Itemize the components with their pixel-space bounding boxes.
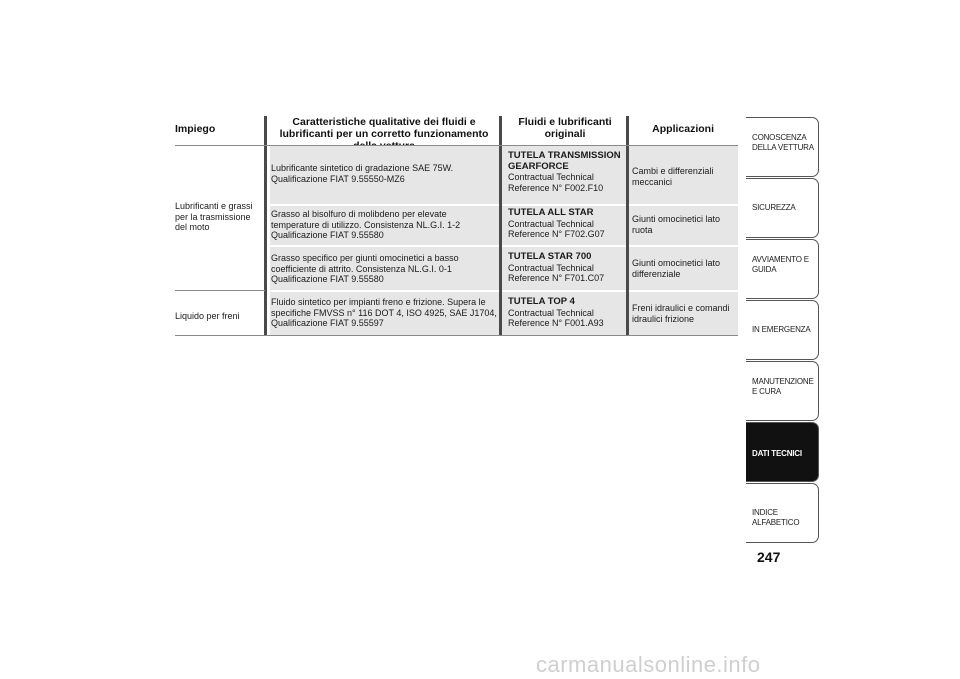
page-number: 247 bbox=[757, 549, 781, 565]
row3-application: Giunti omocinetici lato differenziale bbox=[632, 258, 721, 279]
row1-product-name: TUTELA TRANSMISSION GEARFORCE bbox=[508, 150, 621, 172]
row3-product-name: TUTELA STAR 700 bbox=[508, 251, 592, 262]
row3-product bbox=[508, 252, 624, 284]
row2-product-ref: Contractual Technical Reference N° F702.G07 bbox=[508, 218, 605, 239]
table-bottom-rule bbox=[175, 335, 738, 336]
tab-in-emergenza[interactable]: IN EMERGENZA bbox=[746, 300, 819, 360]
row-separator bbox=[270, 290, 738, 292]
group-usage-brakes: Liquido per freni bbox=[175, 311, 240, 321]
lubricants-table bbox=[175, 116, 738, 336]
tab-sicurezza[interactable]: SICUREZZA bbox=[746, 178, 819, 238]
header-rule bbox=[175, 145, 738, 146]
row4-product-ref: Contractual Technical Reference N° F001.A93 bbox=[508, 307, 604, 328]
row1-application: Cambi e differenziali meccanici bbox=[632, 166, 714, 187]
column-divider bbox=[626, 116, 629, 335]
row4-product bbox=[508, 297, 624, 329]
header-applications: Applicazioni bbox=[652, 123, 714, 135]
row3-characteristics: Grasso specifico per giunti omocinetici a basso coefficiente di attrito. Consistenza NL.G.I. 0-1 Qualificazione FIAT 9.55580 bbox=[271, 253, 459, 284]
row4-application: Freni idraulici e comandi idraulici frizione bbox=[632, 303, 730, 324]
row4-characteristics: Fluido sintetico per impianti freno e frizione. Supera le specifiche FMVSS n° 116 DOT 4, ISO 4925, SAE J1704, Qualificazione FIAT 9.55597 bbox=[271, 297, 497, 328]
tab-indice-alfabetico[interactable]: INDICE ALFABETICO bbox=[746, 483, 819, 543]
row-separator bbox=[270, 204, 738, 206]
group-usage-transmission: Lubrificanti e grassi per la trasmissione del moto bbox=[175, 201, 253, 232]
header-usage: Impiego bbox=[175, 123, 216, 135]
row2-product bbox=[508, 208, 624, 240]
row2-characteristics: Grasso al bisolfuro di molibdeno per elevate temperature di utilizzo. Consistenza NL.G.I. 1-2 Qualificazione FIAT 9.55580 bbox=[271, 209, 461, 240]
row2-product-name: TUTELA ALL STAR bbox=[508, 207, 594, 218]
site-watermark: carmanualsonline.info bbox=[536, 652, 761, 677]
row1-characteristics: Lubrificante sintetico di gradazione SAE 75W. Qualificazione FIAT 9.55550-MZ6 bbox=[271, 163, 454, 184]
tab-avviamento-e-guida[interactable]: AVVIAMENTO E GUIDA bbox=[746, 239, 819, 299]
tab-conoscenza-della-vettura[interactable]: CONOSCENZA DELLA VETTURA bbox=[746, 117, 819, 177]
header-products: Fluidi e lubrificanti originali bbox=[518, 116, 612, 140]
row-separator bbox=[270, 245, 738, 247]
column-divider bbox=[264, 116, 267, 335]
tab-dati-tecnici[interactable]: DATI TECNICI bbox=[746, 422, 819, 482]
row2-application: Giunti omocinetici lato ruota bbox=[632, 214, 721, 235]
tab-manutenzione-e-cura[interactable]: MANUTENZIONE E CURA bbox=[746, 361, 819, 421]
column-divider bbox=[499, 116, 502, 335]
header-characteristics: Caratteristiche qualitative dei fluidi e lubrificanti per un corretto funzionamento bbox=[279, 116, 489, 140]
row1-product bbox=[508, 151, 624, 193]
row1-product-ref: Contractual Technical Reference N° F002.F10 bbox=[508, 172, 604, 193]
group-rule bbox=[175, 290, 265, 291]
row3-product-ref: Contractual Technical Reference N° F701.C07 bbox=[508, 262, 605, 283]
row4-product-name: TUTELA TOP 4 bbox=[508, 296, 575, 307]
